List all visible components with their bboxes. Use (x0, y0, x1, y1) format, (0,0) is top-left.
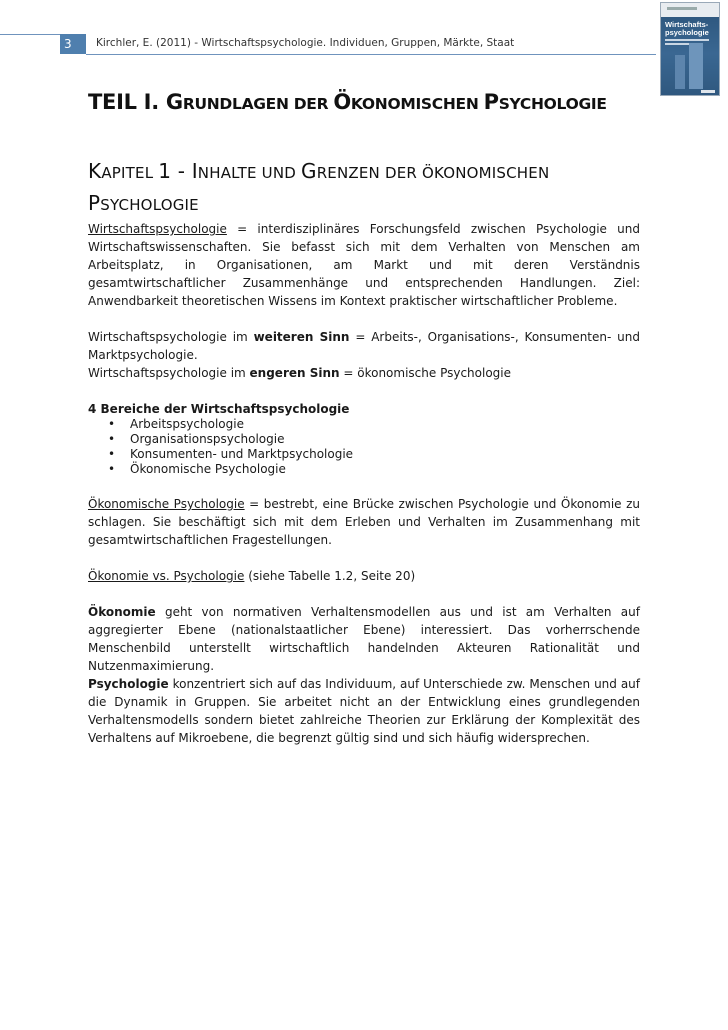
list-item (100, 447, 640, 462)
chapter-title-part: APITEL (101, 164, 159, 182)
bullet-icon: • (108, 432, 116, 446)
list-item-label: Arbeitspsychologie (130, 417, 244, 431)
paragraph-text: (siehe Tabelle 1.2, Seite 20) (244, 569, 416, 583)
bullet-icon: • (108, 417, 116, 431)
oekonomie-paragraph (88, 603, 640, 675)
header-rule (86, 54, 656, 55)
cover-title: Wirtschafts- psychologie (665, 20, 709, 37)
chapter-title-part: G (300, 159, 317, 183)
list-item-label: Ökonomische Psychologie (130, 462, 286, 476)
paragraph-text: geht von normativen Verhaltensmodellen aus und ist am Verhalten auf aggregierter Ebene (nationalstaatlicher Ebene) interessiert. Das vorherrschende Menschenbild unterstellt wirtschaftlich handelnden Akteuren Rationalität und Nutzenmaximierung. (88, 605, 640, 673)
paragraph-text: Wirtschaftspsychologie im (88, 330, 254, 344)
chapter-title-part: NHALTE UND (197, 164, 301, 182)
term-weiteren-sinn: weiteren Sinn (253, 330, 350, 344)
page-number: 3 (60, 34, 86, 54)
cover-publisher-logo (701, 90, 715, 93)
paragraph-text: = Arbeits-, Organisations-, Konsumenten- und Marktpsychologie. (88, 330, 640, 362)
document-body (88, 90, 640, 747)
cover-top-strip (661, 3, 720, 17)
header-rule-left (0, 34, 60, 35)
part-title-part: SYCHOLOGIE (498, 95, 607, 113)
paragraph-text: Wirtschaftspsychologie im (88, 366, 250, 380)
list-item-label: Organisationspsychologie (130, 432, 285, 446)
part-title (88, 90, 640, 114)
chapter-title-part: P (88, 191, 101, 215)
term-oekonomische-psychologie: Ökonomische Psychologie (88, 497, 245, 511)
cover-building-graphic (675, 55, 685, 89)
term-engeren-sinn: engeren Sinn (249, 366, 340, 380)
part-title-part: RUNDLAGEN DER (182, 95, 334, 113)
paragraph-text: = interdisziplinäres Forschungsfeld zwischen Psychologie und Wirtschaftswissenschaften. Sie befasst sich mit dem Verhalten von Menschen am Arbeitsplatz, in Organisationen, am Markt und mit deren Verständnis gesamtwirtschaftlicher Zusammenhänge und entsprechenden Handlungen. Ziel: Anwendbarkeit theoretischen Wissens im Kontext praktischer wirtschaftlicher Probleme. (88, 222, 640, 308)
psychologie-paragraph (88, 675, 640, 747)
bereiche-heading: 4 Bereiche der Wirtschaftspsychologie (88, 402, 350, 416)
chapter-title-part: RENZEN DER ÖKONOMISCHEN (316, 164, 550, 182)
chapter-title-part: 1 - I (158, 159, 198, 183)
running-title: Kirchler, E. (2011) - Wirtschaftspsychologie. Individuen, Gruppen, Märkte, Staat (96, 37, 515, 49)
bullet-icon: • (108, 462, 116, 476)
bereiche-list (100, 417, 640, 477)
scope-paragraph (88, 328, 640, 382)
term-oekonomie: Ökonomie (88, 605, 156, 619)
term-oekonomie-vs-psychologie: Ökonomie vs. Psychologie (88, 569, 245, 583)
bullet-icon: • (108, 447, 116, 461)
oekonomische-psychologie-paragraph (88, 495, 640, 549)
cover-subtitle-line (665, 39, 709, 41)
definition-paragraph (88, 220, 640, 310)
part-title-part: KONOMISCHEN (350, 95, 484, 113)
paragraph-text: konzentriert sich auf das Individuum, auf Unterschiede zw. Menschen und auf die Dynamik in Gruppen. Sie arbeitet nicht an der Entwicklung eines grundlegenden Verhaltensmodells sondern bietet zahlreiche Theorien zur Erklärung der Komplexität des Verhaltens auf Mikroebene, die begrenzt gültig sind und sich häufig widersprechen. (88, 677, 640, 745)
book-cover-image (660, 2, 720, 96)
term-wirtschaftspsychologie: Wirtschaftspsychologie (88, 222, 227, 236)
list-item (100, 417, 640, 432)
comparison-reference (88, 567, 640, 585)
list-item-label: Konsumenten- und Marktpsychologie (130, 447, 354, 461)
part-title-part: P (483, 90, 499, 114)
chapter-title-part: SYCHOLOGIE (100, 196, 199, 214)
part-title-part: Ö (333, 90, 351, 114)
list-item (100, 432, 640, 447)
paragraph-text: = ökonomische Psychologie (339, 366, 512, 380)
term-psychologie: Psychologie (88, 677, 169, 691)
chapter-title (88, 156, 640, 220)
list-item (100, 462, 640, 477)
chapter-title-part: K (88, 159, 102, 183)
part-title-lead: TEIL I. G (88, 90, 183, 114)
paragraph-text: = bestrebt, eine Brücke zwischen Psychologie und Ökonomie zu schlagen. Sie beschäftigt sich mit dem Erleben und Verhalten im Zusammenhang mit gesamtwirtschaftlichen Fragestellungen. (88, 497, 640, 547)
cover-building-graphic (689, 43, 703, 89)
